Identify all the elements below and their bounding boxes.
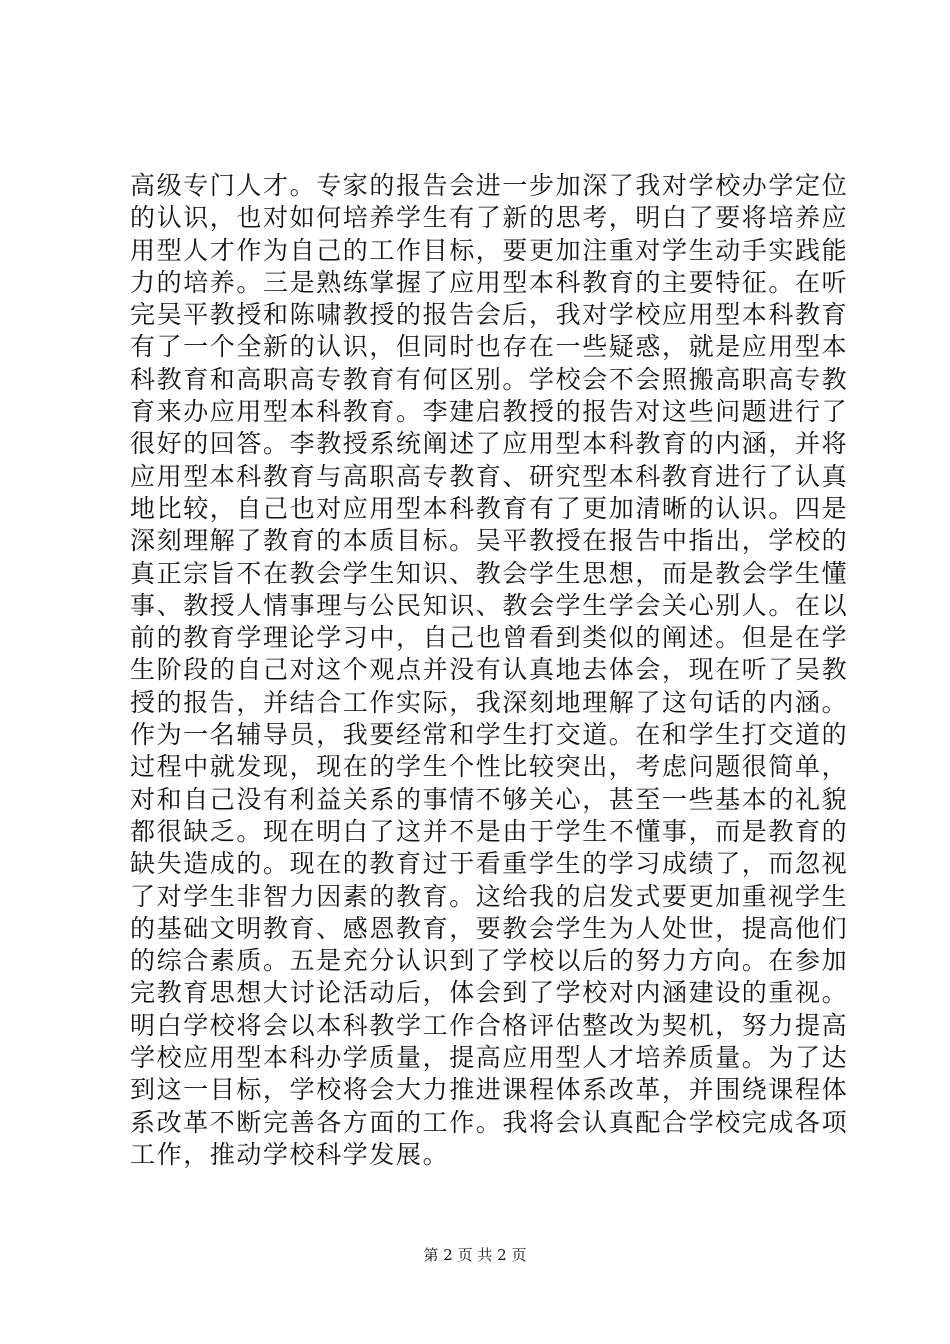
text-line: 的综合素质。五是充分认识到了学校以后的努力方向。在参加 (130, 946, 849, 976)
text-line: 到这一目标，学校将会大力推进课程体系改革，并围绕课程体 (130, 1075, 849, 1105)
text-line: 应用型本科教育与高职高专教育、研究型本科教育进行了认真 (130, 461, 849, 491)
body-text (130, 170, 849, 1171)
text-line: 深刻理解了教育的本质目标。吴平教授在报告中指出，学校的 (130, 526, 849, 556)
text-line: 真正宗旨不在教会学生知识、教会学生思想，而是教会学生懂 (130, 558, 849, 588)
text-line: 有了一个全新的认识，但同时也存在一些疑惑，就是应用型本 (130, 332, 849, 362)
text-line: 高级专门人才。专家的报告会进一步加深了我对学校办学定位 (130, 171, 849, 200)
text-line: 前的教育学理论学习中，自己也曾看到类似的阐述。但是在学 (130, 623, 849, 653)
text-line: 的认识，也对如何培养学生有了新的思考，明白了要将培养应 (130, 203, 849, 233)
text-line: 完吴平教授和陈啸教授的报告会后，我对学校应用型本科教育 (130, 300, 849, 330)
text-line: 地比较，自己也对应用型本科教育有了更加清晰的认识。四是 (130, 493, 849, 523)
text-line: 生阶段的自己对这个观点并没有认真地去体会，现在听了吴教 (130, 655, 849, 685)
text-line: 授的报告，并结合工作实际，我深刻地理解了这句话的内涵。 (130, 687, 849, 717)
text-line: 学校应用型本科办学质量，提高应用型人才培养质量。为了达 (130, 1043, 849, 1073)
text-line: 力的培养。三是熟练掌握了应用型本科教育的主要特征。在听 (130, 267, 849, 297)
text-line: 对和自己没有利益关系的事情不够关心，甚至一些基本的礼貌 (130, 784, 849, 814)
text-line: 用型人才作为自己的工作目标，要更加注重对学生动手实践能 (130, 235, 849, 265)
text-line: 事、教授人情事理与公民知识、教会学生学会关心别人。在以 (130, 590, 849, 620)
text-line: 很好的回答。李教授系统阐述了应用型本科教育的内涵，并将 (130, 429, 849, 459)
text-line: 都很缺乏。现在明白了这并不是由于学生不懂事，而是教育的 (130, 816, 849, 846)
text-line: 系改革不断完善各方面的工作。我将会认真配合学校完成各项 (130, 1107, 849, 1137)
text-line: 的基础文明教育、感恩教育，要教会学生为人处世，提高他们 (130, 913, 849, 943)
text-line: 作为一名辅导员，我要经常和学生打交道。在和学生打交道的 (130, 720, 849, 750)
text-line: 育来办应用型本科教育。李建启教授的报告对这些问题进行了 (130, 397, 849, 427)
text-line: 了对学生非智力因素的教育。这给我的启发式要更加重视学生 (130, 881, 849, 911)
page-footer: 第 2 页 共 2 页 (423, 1246, 527, 1264)
text-line: 工作，推动学校科学发展。 (130, 1139, 450, 1169)
text-line: 明白学校将会以本科教学工作合格评估整改为契机，努力提高 (130, 1010, 849, 1040)
text-line: 科教育和高职高专教育有何区别。学校会不会照搬高职高专教 (130, 364, 849, 394)
text-line: 缺失造成的。现在的教育过于看重学生的学习成绩了，而忽视 (130, 849, 849, 879)
text-line: 完教育思想大讨论活动后，体会到了学校对内涵建设的重视。 (130, 978, 849, 1008)
text-line: 过程中就发现，现在的学生个性比较突出，考虑问题很简单， (130, 752, 849, 782)
